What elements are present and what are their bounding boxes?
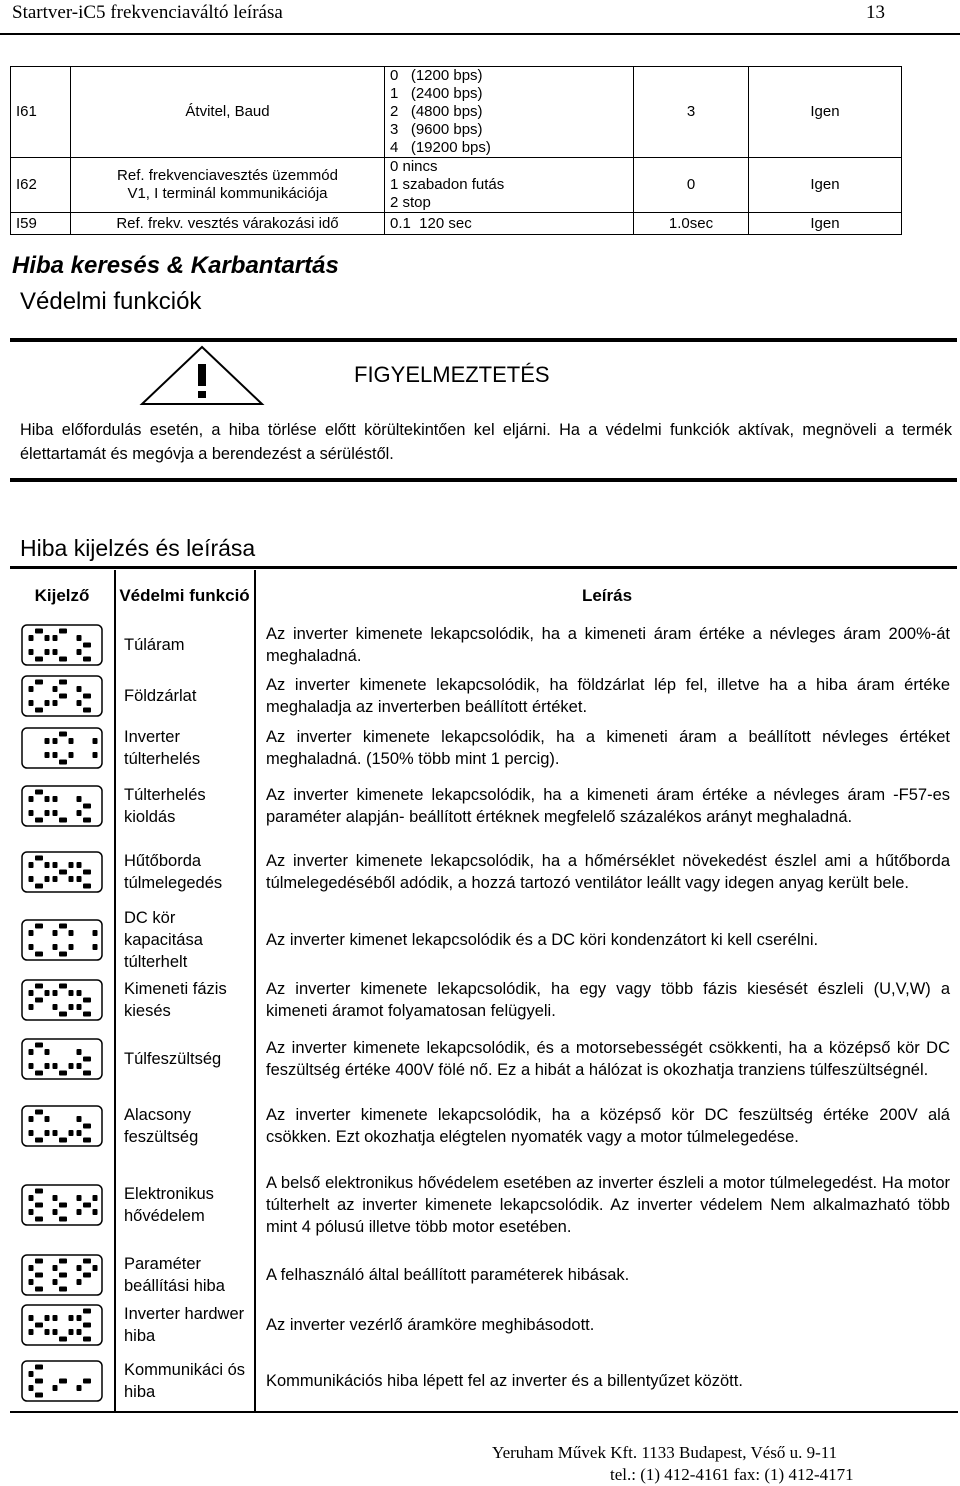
fault-function: Paraméter beállítási hiba <box>115 1250 255 1300</box>
param-options <box>385 213 634 235</box>
param-name: Átvitel, Baud <box>71 67 385 158</box>
warning-top-rule <box>10 338 957 342</box>
table-row <box>11 213 902 235</box>
param-adjustable: Igen <box>749 213 902 235</box>
param-default: 3 <box>634 67 749 158</box>
param-name: Ref. frekvenciavesztés üzemmód V1, I terminál kommunikációja <box>71 158 385 213</box>
fault-function: Elektronikus hővédelem <box>115 1160 255 1250</box>
table-row <box>10 670 958 722</box>
section-subtitle: Védelmi funkciók <box>20 288 202 315</box>
header-description: Leírás <box>581 585 633 605</box>
fault-description: Az inverter kimenete lekapcsolódik, ha a kimeneti áram értéke a névleges áram 200%-át meghaladná. <box>266 625 950 665</box>
fault-section-title: Hiba kijelzés és leírása <box>20 535 256 561</box>
warning-bottom-rule <box>10 478 957 482</box>
option-line: 4 (19200 bps) <box>390 139 491 156</box>
fault-display-icon <box>10 974 115 1026</box>
table-row <box>10 974 958 1026</box>
fault-display-icon <box>10 722 115 774</box>
fault-function: Alacsony feszültség <box>115 1092 255 1160</box>
table-row <box>11 67 902 158</box>
document-title: Startver-iC5 frekvenciaváltó leírása <box>12 2 283 23</box>
fault-display-icon <box>10 1300 115 1350</box>
fault-description: Az inverter kimenete lekapcsolódik, és a motorsebességét csökkenti, ha a középső kör DC feszültség értéke 400V fölé nő. Ez a hibát a hálózat is okozhatja tranziens túlfeszültségnél. <box>266 1039 950 1079</box>
param-adjustable: Igen <box>749 67 902 158</box>
param-code: I62 <box>11 158 71 213</box>
header-function: Védelmi funkció <box>115 570 255 620</box>
section-title: Hiba keresés & Karbantartás <box>12 252 339 279</box>
param-default: 1.0sec <box>634 213 749 235</box>
table-row <box>10 722 958 774</box>
fault-function: DC kör kapacitása túlterhelt <box>115 906 255 974</box>
fault-function: Kimeneti fázis kiesés <box>115 974 255 1026</box>
param-adjustable: Igen <box>749 158 902 213</box>
fault-table-body <box>10 620 958 1412</box>
fault-display-icon <box>10 1092 115 1160</box>
fault-description: A belső elektronikus hővédelem esetében az inverter észleli a motor túlmelegedést. Ha motor túlterhelt az inverter kimenete lekapcsolódik. Az inverter védelem Nem alkalmazható több mint 4 pólusú illetve több motor esetében. <box>266 1174 950 1236</box>
option-line: 0 nincs <box>390 158 438 175</box>
param-name: Ref. frekv. vesztés várakozási idő <box>71 213 385 235</box>
page-header <box>0 0 960 36</box>
footer-address: Yeruham Művek Kft. 1133 Budapest, Véső u. 9-11 <box>492 1443 838 1462</box>
option-line: 2 stop <box>390 194 431 211</box>
table-row <box>10 838 958 906</box>
table-row <box>10 906 958 974</box>
option-line: 0.1 120 sec <box>390 214 472 232</box>
warning-title: FIGYELMEZTETÉS <box>354 362 550 387</box>
warning-box <box>10 338 957 482</box>
fault-display-icon <box>10 1026 115 1092</box>
table-row <box>10 620 958 670</box>
fault-description: A felhasználó által beállított paraméterek hibásak. <box>266 1266 630 1284</box>
table-row <box>10 1026 958 1092</box>
param-options <box>385 67 634 158</box>
header-rule <box>0 33 960 35</box>
fault-description: Kommunikációs hiba lépett fel az inverter és a billentyűzet között. <box>255 1350 958 1412</box>
fault-display-icon <box>10 620 115 670</box>
fault-display-icon <box>10 906 115 974</box>
table-row <box>10 1300 958 1350</box>
warning-text: Hiba előfordulás esetén, a hiba törlése előtt körültekintően kel eljárni. Ha a védelmi funkciók aktívak, megnöveli a termék élettartamát és megóvja a berendezést a sérüléstől. <box>20 421 952 463</box>
table-row <box>10 1160 958 1250</box>
fault-function: Hűtőborda túlmelegedés <box>115 838 255 906</box>
parameter-table <box>10 66 902 235</box>
param-code: I59 <box>11 213 71 235</box>
fault-function: Túlfeszültség <box>115 1026 255 1092</box>
fault-table-header <box>10 570 958 620</box>
option-line: 2 (4800 bps) <box>390 103 483 120</box>
fault-description: Az inverter kimenete lekapcsolódik, ha egy vagy több fázis kiesését észleli (U,V,W) a kimeneti áramot folyamatosan felügyeli. <box>266 980 950 1020</box>
fault-function: Kommunikáci ós hiba <box>115 1350 255 1412</box>
fault-function: Túlterhelés kioldás <box>115 774 255 838</box>
fault-description: Az inverter kimenete lekapcsolódik, ha földzárlat lép fel, illetve ha a hiba áram értéke meghaladja az inverterben beállított értéket. <box>266 676 950 716</box>
fault-display-icon <box>10 1250 115 1300</box>
fault-function: Inverter túlterhelés <box>115 722 255 774</box>
option-line: 1 (2400 bps) <box>390 85 483 102</box>
warning-triangle-icon <box>138 344 266 408</box>
table-row <box>10 774 958 838</box>
fault-display-icon <box>10 1350 115 1412</box>
fault-description: Az inverter kimenet lekapcsolódik és a DC köri kondenzátort ki kell cserélni. <box>266 931 819 949</box>
option-line: 3 (9600 bps) <box>390 121 483 138</box>
fault-display-icon <box>10 774 115 838</box>
header-display: Kijelző <box>10 570 115 620</box>
param-options <box>385 158 634 213</box>
option-line: 0 (1200 bps) <box>390 67 483 84</box>
fault-function: Inverter hardwer hiba <box>115 1300 255 1350</box>
param-default: 0 <box>634 158 749 213</box>
fault-display-icon <box>10 838 115 906</box>
table-row <box>11 158 902 213</box>
table-row <box>10 1350 958 1412</box>
footer-contact: tel.: (1) 412-4161 fax: (1) 412-4171 <box>610 1465 854 1484</box>
page-number: 13 <box>866 2 885 23</box>
table-row <box>10 1250 958 1300</box>
fault-display-icon <box>10 670 115 722</box>
fault-display-icon <box>10 1160 115 1250</box>
param-code: I61 <box>11 67 71 158</box>
fault-function: Földzárlat <box>115 670 255 722</box>
table-row <box>10 1092 958 1160</box>
fault-description: Az inverter kimenete lekapcsolódik, ha a hőmérséklet növekedést észlel ami a hűtőborda túlmelegedéséből adódik, a hozzá tartozó ventilátor leállt vagy idegen anyag került bele. <box>266 852 950 892</box>
fault-description: Az inverter kimenete lekapcsolódik, ha a kimeneti áram értéke a névleges áram -F57-es paraméter alapján- beállított értéknek megfelelő százalékos arányt meghaladná. <box>266 786 950 826</box>
fault-description: Az inverter vezérlő áramköre meghibásodott. <box>266 1316 595 1334</box>
option-line: 1 szabadon futás <box>390 176 505 193</box>
fault-description: Az inverter kimenete lekapcsolódik, ha a középső kör DC feszültség értéke 200V alá csökken. Ezt okozhatja elégtelen nyomaték vagy a motor túlmelegedése. <box>266 1106 950 1146</box>
fault-table <box>10 570 958 1413</box>
fault-description: Az inverter kimenete lekapcsolódik, ha a kimeneti áram a beállított névleges értéket meghaladná. (150% több mint 1 percig). <box>266 728 950 768</box>
fault-section-rule <box>10 566 957 569</box>
fault-function: Túláram <box>115 620 255 670</box>
